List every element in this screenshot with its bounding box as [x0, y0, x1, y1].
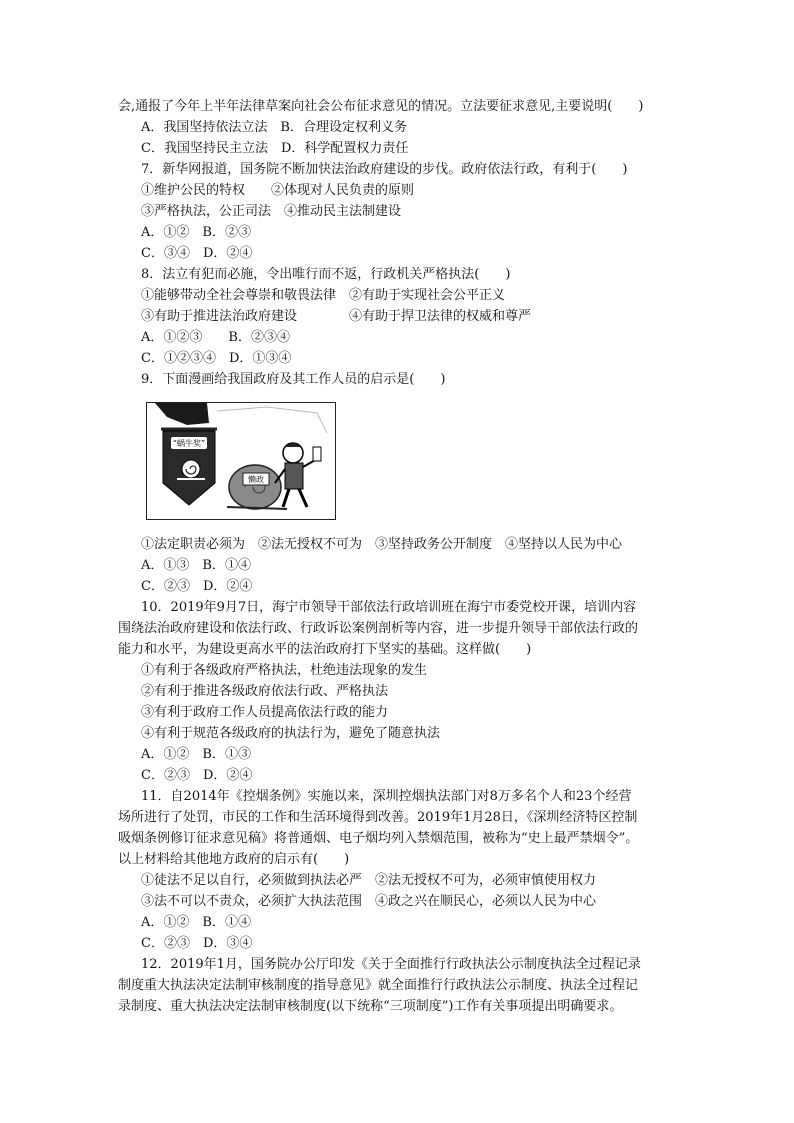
line-q11-stem-2: 场所进行了处罚，市民的工作和生活环境得到改善。2019年1月28日，《深圳经济特区控制 [118, 810, 638, 825]
line-q12-stem-3: 录制度、重大执法决定法制审核制度(以下统称“三项制度”)工作有关事项提出明确要求。 [118, 999, 623, 1014]
line-q10-item-1: ①有利于各级政府严格执法，杜绝违法现象的发生 [141, 663, 428, 678]
line-q10-stem-3: 能力和水平，为建设更高水平的法治政府打下坚实的基础。这样做( ) [118, 642, 532, 657]
line-q6-options-ab: A．我国坚持依法立法 B．合理设定权利义务 [141, 120, 407, 135]
line-q6-options-cd: C．我国坚持民主立法 D．科学配置权力责任 [141, 141, 409, 156]
line-q7-options-ab: A．①② B．②③ [141, 225, 251, 240]
line-q9-items: ①法定职责必须为 ②法无授权不可为 ③坚持政务公开制度 ④坚持以人民为中心 [141, 537, 623, 552]
line-q11-item-34: ③法不可以不责众，必须扩大执法范围 ④政之兴在顺民心，必须以人民为中心 [141, 894, 597, 909]
line-q7-item-12: ①维护公民的特权 ②体现对人民负责的原则 [141, 183, 415, 198]
shell-label: 懒政 [248, 475, 264, 484]
line-q10-item-2: ②有利于推进各级政府依法行政、严格执法 [141, 684, 389, 699]
line-q6-stem-tail: 会,通报了今年上半年法律草案向社会公布征求意见的情况。立法要征求意见,主要说明( ) [118, 99, 644, 114]
line-q10-item-4: ④有利于规范各级政府的执法行为，避免了随意执法 [141, 726, 441, 741]
line-q8-item-34: ③有助于推进法治政府建设 ④有助于捍卫法律的权威和尊严 [141, 309, 532, 324]
line-q12-stem-2: 制度重大执法决定法制审核制度的指导意见》就全面推行行政执法公示制度、执法全过程记 [118, 978, 639, 993]
line-q9-options-cd: C．②③ D．②④ [141, 579, 253, 594]
line-q12-stem-1: 12．2019年1月，国务院办公厅印发《关于全面推行行政执法公示制度执法全过程记录 [141, 957, 641, 972]
line-q10-item-3: ③有利于政府工作人员提高依法行政的能力 [141, 705, 389, 720]
line-q10-stem-2: 围绕法治政府建设和依法行政、行政诉讼案例剖析等内容，进一步提升领导干部依法行政的 [118, 621, 639, 636]
line-q11-options-ab: A．①② B．①④ [141, 915, 251, 930]
line-q10-stem-1: 10．2019年9月7日，海宁市领导干部依法行政培训班在海宁市委党校开课，培训内容 [141, 600, 637, 615]
line-q7-item-34: ③严格执法，公正司法 ④推动民主法制建设 [141, 204, 402, 219]
line-q8-options-cd: C．①②③④ D．①③④ [141, 351, 292, 366]
line-q7-options-cd: C．③④ D．②④ [141, 246, 253, 261]
line-q8-stem: 8．法立有犯而必施，令出唯行而不返，行政机关严格执法( ) [141, 267, 511, 282]
line-q8-options-ab: A．①②③ B．②③④ [141, 330, 290, 345]
line-q11-item-12: ①徒法不足以自行，必须做到执法必严 ②法无授权不可为，必须审慎使用权力 [141, 873, 597, 888]
cartoon-illustration [146, 402, 336, 520]
line-q10-options-cd: C．②③ D．②④ [141, 768, 253, 783]
line-q10-options-ab: A．①② B．①③ [141, 747, 251, 762]
line-q11-stem-3: 吸烟条例修订征求意见稿》将普通烟、电子烟均列入禁烟范围，被称为“史上最严禁烟令”。 [118, 831, 639, 846]
line-q9-stem: 9．下面漫画给我国政府及其工作人员的启示是( ) [141, 372, 446, 387]
line-q8-item-12: ①能够带动全社会尊崇和敬畏法律 ②有助于实现社会公平正义 [141, 288, 506, 303]
line-q11-stem-4: 以上材料给其他地方政府的启示有( ) [118, 852, 350, 867]
line-q11-stem-1: 11．自2014年《控烟条例》实施以来，深圳控烟执法部门对8万多名个人和23个经营 [141, 789, 632, 804]
line-q7-stem: 7．新华网报道，国务院不断加快法治政府建设的步伐。政府依法行政，有利于( ) [141, 162, 628, 177]
line-q11-options-cd: C．②③ D．③④ [141, 936, 253, 951]
banner-label: “蜗牛奖” [172, 439, 206, 448]
line-q9-options-ab: A．①③ B．①④ [141, 558, 251, 573]
